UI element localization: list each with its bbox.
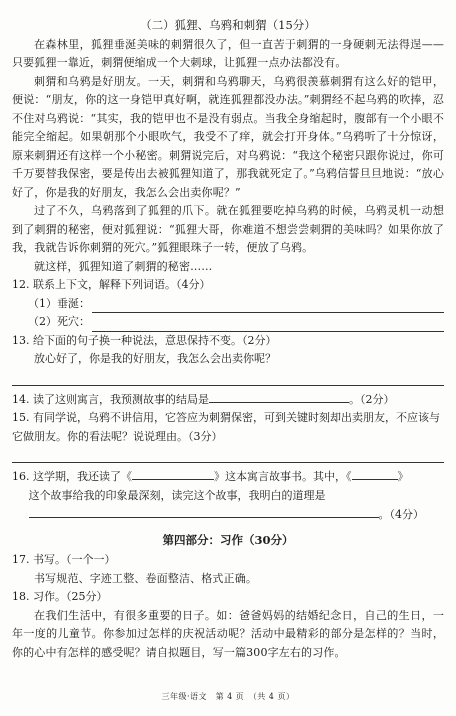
question-14: [12, 390, 444, 410]
question-16-part-3: 》: [397, 470, 409, 483]
question-16-part-5: 。（4分）: [378, 508, 424, 521]
answer-line-12-1[interactable]: [92, 300, 444, 313]
story-paragraph-1: 在森林里，狐狸垂涎美味的刺猬很久了，但一直苦于刺猬的一身硬刺无法得逞——只要狐狸一靠近，刺猬便缩成一个大刺球，让狐狸一点办法都没有。: [12, 37, 444, 69]
question-15: 15. 有同学说，乌鸦不讲信用，它答应为刺猬保密，可到关键时刻却出卖朋友，不应该与它做朋友。你的看法呢？说说理由。（3分）: [12, 411, 440, 443]
question-16-line-1: [12, 467, 444, 487]
question-17: 17. 书写。（一个一）: [12, 553, 116, 566]
answer-line-13[interactable]: [12, 371, 444, 386]
question-16-line-3: [29, 505, 445, 525]
question-12-item-1: [28, 295, 444, 314]
question-14-score: 。（2分）: [349, 392, 395, 406]
story-paragraph-2: 刺猬和乌鸦是好朋友。一天，刺猬和乌鸦聊天，乌鸦很羡慕刺猬有这么好的铠甲，便说：“朋友，你的这一身铠甲真好啊，就连狐狸都没办法。”刺猬经不起乌鸦的吹捧，忍不住对乌鸦说：“其实，我的铠甲也不是没有弱点。当我全身缩起时，腹部有一个小眼不能完全缩起。如果朝那个小眼吹气，我受不了痒，就会打开身体。”乌鸦听了十分惊讶，原来刺猬还有这样一个小秘密。刺猬说完后，对乌鸦说：“我这个秘密只跟你说过，你可千万要替我保密，要是传出去被狐狸知道了，那我就死定了。”乌鸦信誓旦旦地说：“放心好了，你是我的好朋友，我怎么会出卖你呢？”: [12, 74, 444, 199]
question-16-line-2: [29, 487, 445, 506]
question-16-part-2: 》这本寓言故事书。其中，《: [214, 470, 352, 483]
answer-line-16-lesson[interactable]: [29, 505, 379, 518]
answer-line-16-book[interactable]: [132, 467, 214, 480]
question-14-stem: 14. 读了这则寓言，我预测故事的结局是: [12, 392, 209, 406]
question-12-item-1-label: （1）垂涎：: [28, 296, 90, 310]
question-13-sentence: 放心好了，你是我的好朋友，我怎么会出卖你呢？: [34, 352, 276, 365]
question-12-stem: 12. 联系上下文，解释下列词语。（4分）: [12, 278, 211, 291]
page-content: [12, 16, 444, 662]
question-18-text: 在我们生活中，有很多重要的日子。如：爸爸妈妈的结婚纪念日，自己的生日，一年一度的儿童节。你参加过怎样的庆祝活动呢？活动中最精彩的部分是怎样的？当时，你的心中有怎样的感受呢？请自拟题目，写一篇300字左右的习作。: [12, 608, 444, 659]
question-16-part-1: 16. 这学期，我还读了《: [12, 470, 132, 483]
part-4-title: 第四部分：习作（30分）: [162, 532, 294, 547]
question-12-item-2: [28, 313, 444, 332]
story-paragraph-4: 就这样，狐狸知道了刺猬的秘密……: [34, 259, 213, 273]
question-12-item-2-label: （2）死穴：: [28, 315, 90, 328]
answer-line-16-story[interactable]: [352, 467, 398, 480]
question-18: 18. 习作。（25分）: [12, 590, 108, 603]
page-footer: 三年级·语文 第 4 页 （共 4 页）: [161, 692, 295, 701]
answer-line-12-2[interactable]: [92, 319, 444, 332]
answer-line-14[interactable]: [209, 390, 349, 403]
story-paragraph-3: 过了不久，乌鸦落到了狐狸的爪下。就在狐狸要吃掉乌鸦的时候，乌鸦灵机一动想到了刺猬的秘密，便对狐狸说：“狐狸大哥，你难道不想尝尝刺猬的美味吗？如果你放了我，我就告诉你刺猬的死穴。”狐狸眼珠子一转，便放了乌鸦。: [12, 204, 444, 254]
section-title: （二）狐狸、乌鸦和刺猬（15分）: [140, 18, 316, 32]
question-17-text: 书写规范、字迹工整、卷面整洁、格式正确。: [34, 571, 257, 585]
question-16-part-4: 这个故事给我的印象最深刻，读完这个故事，我明白的道理是: [28, 488, 326, 502]
question-13-stem: 13. 给下面的句子换一种说法，意思保持不变。（2分）: [12, 333, 277, 347]
answer-line-15[interactable]: [12, 448, 444, 463]
